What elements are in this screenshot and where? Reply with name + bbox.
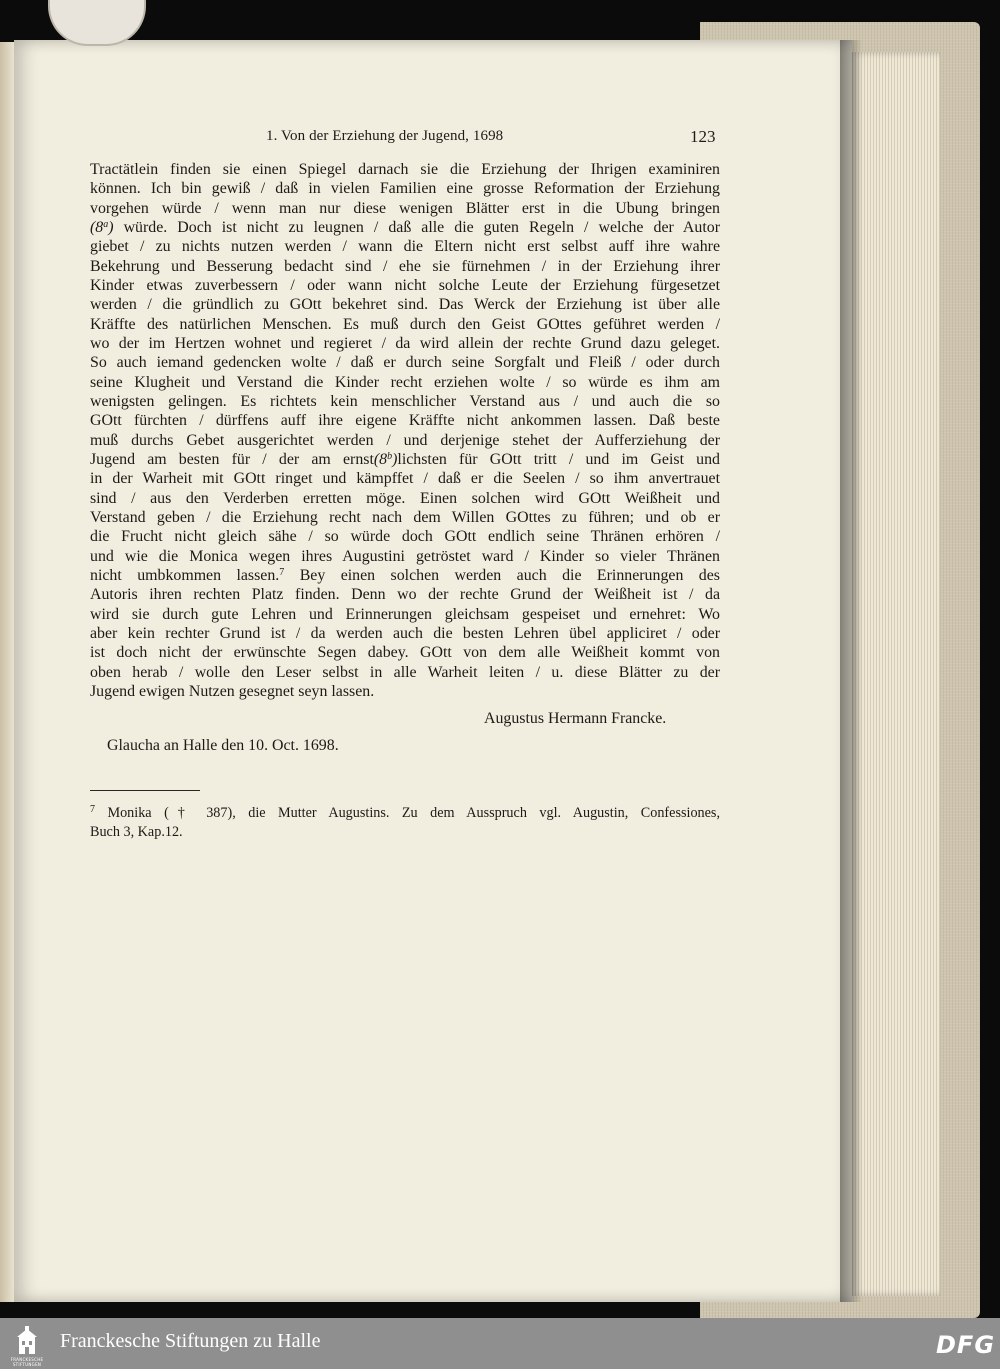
footer-bar <box>0 1318 1000 1369</box>
text-line: Jugend ewigen Nutzen gesegnet seyn lassen. <box>90 682 375 700</box>
facing-page-edge <box>0 42 14 1302</box>
text-line: in der Warheit mit GOtt ringet und kämpffet / daß er die Seelen / so ihm anvertrauet <box>90 470 720 488</box>
footnote-line: Buch 3, Kap.12. <box>90 823 183 840</box>
text-line: Kräffte des natürlichen Menschen. Es muß durch den Geist GOttes geführet werden / <box>90 315 720 333</box>
page-number: 123 <box>690 127 716 146</box>
text-line: (8$^a$) würde. Doch ist nicht zu leugnen / daß alle die guten Regeln / welche der Autor <box>90 218 720 236</box>
text-line: Tractätlein finden sie einen Spiegel darnach sie die Erziehung der Ihrigen examiniren <box>90 161 720 178</box>
text-line: wo der im Hertzen wohnet und regieret / da wird allein der rechte Grund dazu geleget. <box>90 334 720 352</box>
text-line: Verstand geben / die Erziehung recht nach dem Willen GOttes zu führen; und ob er <box>90 508 720 526</box>
footnote-line: $^7$ Monika († 387), die Mutter Augustins. Zu dem Ausspruch vgl. Augustin, Confessiones, <box>90 804 720 821</box>
text-line: werden / die gründlich zu GOtt bekehret sind. Das Werck der Erziehung ist über alle <box>90 296 720 314</box>
institution-title[interactable]: Franckesche Stiftungen zu Halle <box>60 1330 321 1352</box>
text-line: Autoris ihren rechten Platz finden. Denn wo der rechte Grund der Weißheit ist / da <box>90 586 720 604</box>
text-line: giebet / zu nichts nutzen werden / wann die Eltern nicht erst selbst auff ihre wahre <box>90 238 720 256</box>
signature: Augustus Hermann Francke. <box>484 710 667 727</box>
text-line: wird sie durch gute Lehren und Erinnerungen gleichsam gespeiset und ernehret: Wo <box>90 605 720 623</box>
text-line: vorgehen würde / wenn man nur diese wenigen Blätter erst in die Ubung bringen <box>90 199 720 217</box>
text-line: wenigsten gelingen. Es richtets kein menschlicher Verstand aus / und auch die so <box>90 392 720 410</box>
text-line: sind / aus den Verderben erretten möge. Einen solchen wird GOtt Weißheit und <box>90 489 720 507</box>
text-line: So auch iemand gedencken wolte / daß er durch seine Sorgfalt und Fleiß / oder durch <box>90 354 720 372</box>
text-line: seine Klugheit und Verstand die Kinder recht erziehen wolte / so würde es ihm am <box>90 373 720 391</box>
footnote-rule <box>90 790 200 791</box>
footnote <box>90 804 720 841</box>
body-text <box>90 160 720 701</box>
text-line: können. Ich bin gewiß / daß in vielen Familien eine grosse Reformation der Erziehung <box>90 180 720 198</box>
text-line: die Frucht nicht gleich sähe / so würde doch GOtt endlich seine Thränen erhören / <box>90 528 720 546</box>
text-line: und wie die Monica wegen ihres Augustini getröstet ward / Kinder so vieler Thränen <box>90 547 720 565</box>
gutter-shadow <box>840 40 862 1302</box>
page-edges <box>850 52 940 1296</box>
text-line: aber kein rechter Grund ist / da werden auch die besten Lehren übel appliciret / oder <box>90 624 720 642</box>
place-date: Glaucha an Halle den 10. Oct. 1698. <box>107 737 339 754</box>
bookmark-ribbon-icon <box>22 0 122 60</box>
running-head: 1. Von der Erziehung der Jugend, 1698 <box>266 128 504 144</box>
text-line: Bekehrung und Besserung bedacht sind / ehe sie fürnehmen / in der Erziehung ihrer <box>90 257 720 275</box>
logo-text: FRANCKESCHE STIFTUNGEN <box>10 1357 44 1367</box>
text-line: GOtt fürchten / dürffens auff ihre eigene Kräffte nicht ankommen lassen. Daß beste <box>90 412 720 430</box>
text-line: ist doch nicht der erwünschte Segen dabey. GOtt von dem alle Weißheit kommt von <box>90 644 720 662</box>
text-line: muß durchs Gebet ausgerichtet werden / und derjenige stehet der Aufferziehung der <box>90 431 720 449</box>
text-line: nicht umbkommen lassen.$^7$ Bey einen solchen werden auch die Erinnerungen des <box>90 566 720 584</box>
text-line: Jugend am besten für / der am ernst(8$^b$)lichsten für GOtt tritt / und im Geist und <box>90 450 721 468</box>
text-line: oben herab / wolle den Leser selbst in alle Warheit leiten / u. diese Blätter zu der <box>90 663 720 681</box>
text-line: Kinder etwas zuverbessern / oder wann nicht solche Leute der Erziehung fürgesetzet <box>90 276 720 294</box>
dfg-logo-icon[interactable]: DFG <box>936 1331 996 1359</box>
